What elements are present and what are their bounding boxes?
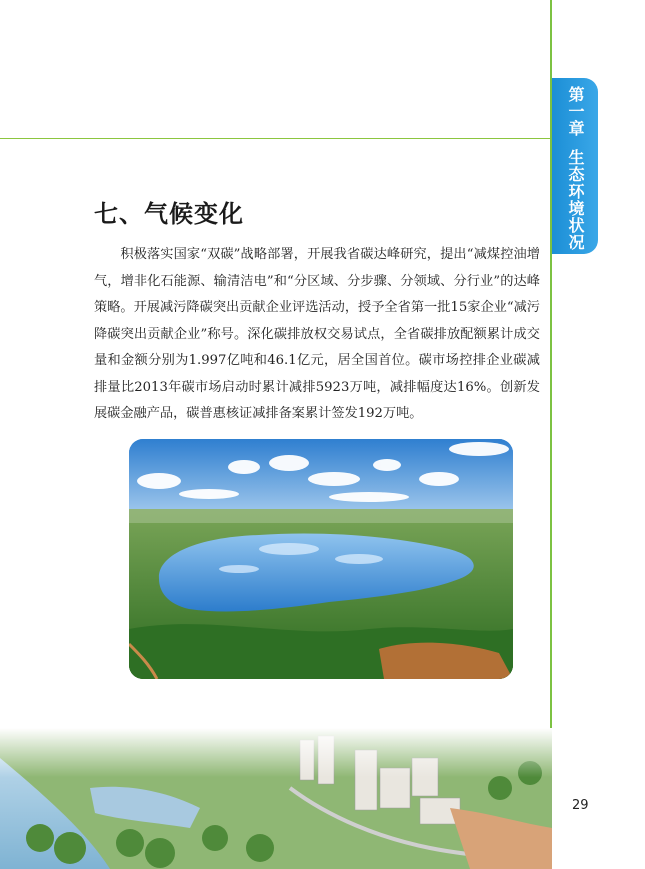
header-divider (0, 138, 552, 139)
chapter-title: 生态环境状况 (566, 149, 585, 251)
section-paragraph: 积极落实国家“双碳”战略部署，开展我省碳达峰研究，提出“减煤控油增气，增非化石能源、输清洁电”和“分区域、分步骤、分领域、分行业”的达峰策略。开展减污降碳突出贡献企业评选活动，授予全省第一批15家企业“减污降碳突出贡献企业”称号。深化碳排放权交易试点，全省碳排放配额累计成交量和金额分别为1.997亿吨和46.1亿元，居全国首位。碳市场控排企业碳减排量比2013年碳市场启动时累计减排5923万吨，减排幅度达16%。创新发展碳金融产品，碳普惠核证减排备案累计签发192万吨。 (94, 247, 540, 421)
page-number: 29 (572, 798, 589, 813)
campus-panorama-image (0, 728, 552, 869)
chapter-tab-text (552, 86, 598, 251)
chapter-tab[interactable] (552, 78, 598, 254)
chapter-label: 第一章 (566, 86, 585, 137)
lake-aerial-photo (129, 439, 513, 679)
section-heading: 七、气候变化 (94, 199, 244, 228)
